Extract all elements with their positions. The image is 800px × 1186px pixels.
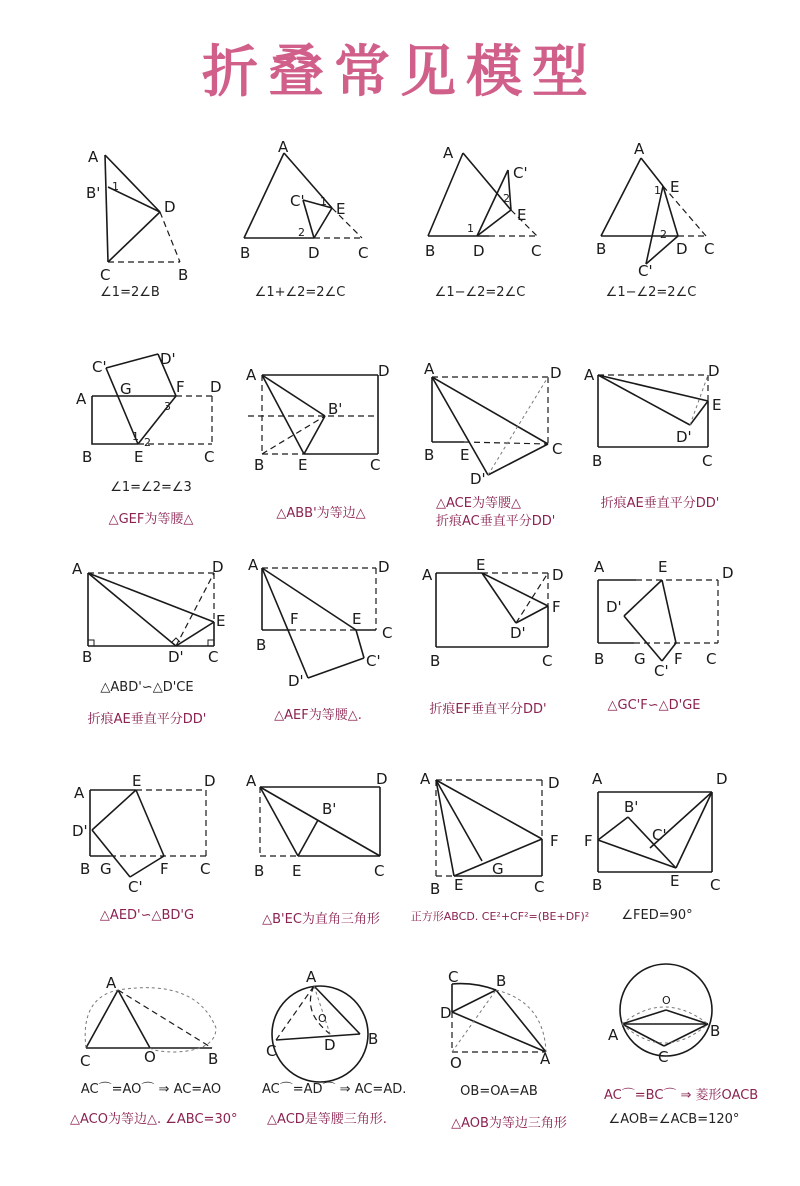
model-14 bbox=[246, 770, 426, 950]
caption: △AED'∽△BD'G bbox=[99, 908, 195, 923]
svg-text:B: B bbox=[256, 636, 267, 654]
svg-text:C: C bbox=[370, 456, 381, 474]
svg-text:E: E bbox=[476, 556, 486, 574]
svg-text:A: A bbox=[74, 784, 85, 802]
svg-text:D': D' bbox=[606, 598, 622, 616]
svg-text:C: C bbox=[704, 240, 715, 258]
caption: 折痕AC垂直平分DD' bbox=[436, 514, 556, 529]
svg-text:O: O bbox=[662, 994, 671, 1007]
caption: AC⌒=BC⌒ ⇒ 菱形OACB bbox=[604, 1088, 759, 1103]
svg-text:D: D bbox=[212, 558, 224, 576]
svg-text:C: C bbox=[552, 440, 563, 458]
svg-text:C: C bbox=[200, 860, 211, 878]
diagram-10 bbox=[248, 556, 428, 690]
diagram-3 bbox=[425, 140, 605, 270]
model-7 bbox=[424, 362, 604, 542]
svg-text:C': C' bbox=[290, 192, 305, 210]
svg-text:A: A bbox=[246, 366, 257, 384]
svg-text:D': D' bbox=[288, 672, 304, 690]
svg-text:D': D' bbox=[470, 470, 486, 488]
svg-text:B: B bbox=[254, 456, 265, 474]
svg-text:A: A bbox=[443, 144, 454, 162]
svg-text:E: E bbox=[216, 612, 226, 630]
svg-text:E: E bbox=[454, 876, 464, 894]
svg-text:C': C' bbox=[366, 652, 381, 670]
diagram-18 bbox=[262, 968, 442, 1082]
caption: △ABD'∽△D'CE bbox=[100, 680, 194, 695]
svg-text:D: D bbox=[164, 198, 176, 216]
model-6 bbox=[246, 362, 426, 542]
svg-text:C: C bbox=[358, 244, 369, 262]
svg-text:A: A bbox=[248, 556, 259, 574]
model-10 bbox=[248, 558, 428, 738]
svg-text:B: B bbox=[80, 860, 91, 878]
caption: 折痕AE垂直平分DD' bbox=[87, 712, 207, 727]
caption: △ACE为等腰△ bbox=[436, 496, 521, 511]
svg-text:1: 1 bbox=[112, 180, 119, 193]
caption: △AEF为等腰△. bbox=[274, 708, 362, 723]
svg-text:C: C bbox=[448, 968, 459, 986]
model-11 bbox=[418, 558, 598, 738]
svg-text:C': C' bbox=[654, 662, 669, 680]
caption: OB=OA=AB bbox=[460, 1084, 538, 1099]
caption: △ABB'为等边△ bbox=[276, 506, 366, 521]
diagram-7 bbox=[424, 360, 604, 488]
svg-text:C: C bbox=[531, 242, 542, 260]
diagram-12 bbox=[594, 558, 774, 678]
svg-text:A: A bbox=[106, 974, 117, 992]
svg-text:B: B bbox=[592, 876, 603, 894]
svg-text:D: D bbox=[676, 240, 688, 258]
model-2 bbox=[240, 140, 420, 320]
svg-text:D: D bbox=[324, 1036, 336, 1054]
caption: △GEF为等腰△ bbox=[108, 512, 194, 527]
svg-text:C: C bbox=[382, 624, 393, 642]
svg-text:C: C bbox=[100, 266, 111, 284]
svg-text:A: A bbox=[424, 360, 435, 378]
svg-text:E: E bbox=[352, 610, 362, 628]
svg-text:B: B bbox=[430, 880, 441, 898]
svg-text:1: 1 bbox=[132, 430, 139, 443]
svg-text:D: D bbox=[376, 770, 388, 788]
svg-text:B': B' bbox=[624, 798, 639, 816]
svg-text:B: B bbox=[496, 972, 507, 990]
svg-text:A: A bbox=[422, 566, 433, 584]
model-16 bbox=[584, 770, 772, 950]
page-title: 折叠常见模型 bbox=[202, 40, 598, 105]
svg-text:D': D' bbox=[168, 648, 184, 666]
svg-text:E: E bbox=[712, 396, 722, 414]
caption: △GC'F∽△D'GE bbox=[607, 698, 701, 713]
svg-text:B: B bbox=[594, 650, 605, 668]
diagram-19 bbox=[440, 968, 624, 1082]
svg-text:A: A bbox=[608, 1026, 619, 1044]
caption: 折痕EF垂直平分DD' bbox=[429, 702, 547, 717]
caption: ∠1=2∠B bbox=[100, 285, 160, 300]
svg-text:A: A bbox=[584, 366, 595, 384]
svg-text:D: D bbox=[378, 558, 390, 576]
svg-text:G: G bbox=[492, 860, 504, 878]
svg-text:F: F bbox=[552, 598, 561, 616]
svg-text:B: B bbox=[424, 446, 435, 464]
svg-text:C: C bbox=[266, 1042, 277, 1060]
diagram-11 bbox=[418, 558, 598, 678]
model-20 bbox=[604, 972, 784, 1152]
diagram-4 bbox=[596, 140, 776, 280]
svg-text:2: 2 bbox=[503, 192, 510, 205]
diagram-15 bbox=[420, 770, 600, 898]
diagram-16 bbox=[584, 770, 772, 894]
svg-text:D: D bbox=[210, 378, 222, 396]
diagram-14 bbox=[246, 770, 426, 890]
svg-text:C: C bbox=[542, 652, 553, 670]
svg-text:A: A bbox=[592, 770, 603, 788]
svg-text:E: E bbox=[460, 446, 470, 464]
model-5 bbox=[76, 352, 256, 532]
diagram-17 bbox=[76, 974, 256, 1078]
svg-text:C': C' bbox=[128, 878, 143, 896]
svg-text:A: A bbox=[246, 772, 257, 790]
caption: ∠AOB=∠ACB=120° bbox=[608, 1112, 740, 1127]
svg-text:2: 2 bbox=[660, 228, 667, 241]
model-3 bbox=[425, 140, 605, 320]
model-4 bbox=[596, 140, 776, 320]
model-13 bbox=[72, 770, 252, 950]
svg-text:D': D' bbox=[676, 428, 692, 446]
svg-text:B: B bbox=[254, 862, 265, 880]
svg-text:E: E bbox=[134, 448, 144, 466]
svg-text:B: B bbox=[596, 240, 607, 258]
svg-text:F: F bbox=[584, 832, 593, 850]
svg-text:O: O bbox=[450, 1054, 462, 1072]
model-8 bbox=[584, 362, 770, 542]
svg-text:D: D bbox=[552, 566, 564, 584]
svg-text:C': C' bbox=[92, 358, 107, 376]
caption: ∠1=∠2=∠3 bbox=[110, 480, 192, 495]
svg-text:2: 2 bbox=[144, 436, 151, 449]
svg-text:B': B' bbox=[322, 800, 337, 818]
svg-text:C: C bbox=[706, 650, 717, 668]
svg-text:F: F bbox=[674, 650, 683, 668]
svg-text:A: A bbox=[278, 138, 289, 156]
diagram-1 bbox=[80, 140, 260, 284]
diagram-6 bbox=[246, 362, 426, 472]
svg-text:B: B bbox=[240, 244, 251, 262]
model-17 bbox=[70, 974, 256, 1158]
caption: ∠1−∠2=2∠C bbox=[605, 285, 697, 300]
svg-text:C': C' bbox=[638, 262, 653, 280]
svg-text:D: D bbox=[378, 362, 390, 380]
svg-text:F: F bbox=[176, 378, 185, 396]
model-15 bbox=[410, 770, 603, 950]
svg-text:B: B bbox=[178, 266, 189, 284]
svg-text:G: G bbox=[120, 380, 132, 398]
svg-text:C: C bbox=[208, 648, 219, 666]
svg-text:D: D bbox=[550, 364, 562, 382]
caption: △ACO为等边△. ∠ABC=30° bbox=[70, 1112, 238, 1127]
diagram-8 bbox=[584, 362, 770, 472]
svg-text:D: D bbox=[440, 1004, 452, 1022]
svg-text:D: D bbox=[548, 774, 560, 792]
svg-text:A: A bbox=[420, 770, 431, 788]
svg-text:A: A bbox=[72, 560, 83, 578]
svg-text:D: D bbox=[473, 242, 485, 260]
svg-text:B: B bbox=[368, 1030, 379, 1048]
diagram-2 bbox=[240, 140, 420, 270]
model-1 bbox=[80, 140, 260, 320]
svg-text:F: F bbox=[160, 860, 169, 878]
diagram-9 bbox=[72, 558, 252, 668]
caption: △AOB为等边三角形 bbox=[451, 1116, 567, 1131]
svg-text:C': C' bbox=[652, 826, 667, 844]
svg-text:B': B' bbox=[86, 184, 101, 202]
svg-text:C: C bbox=[702, 452, 713, 470]
model-12 bbox=[594, 558, 774, 738]
svg-text:D': D' bbox=[160, 350, 176, 368]
caption: 正方形ABCD. CE²+CF²=(BE+DF)² bbox=[410, 910, 590, 923]
diagram-20 bbox=[604, 972, 784, 1082]
svg-text:B: B bbox=[82, 448, 93, 466]
svg-text:A: A bbox=[594, 558, 605, 576]
caption: AC⌒=AO⌒ ⇒ AC=AO bbox=[80, 1082, 222, 1097]
model-18 bbox=[262, 968, 442, 1152]
svg-text:E: E bbox=[670, 872, 680, 890]
svg-text:C: C bbox=[374, 862, 385, 880]
svg-text:B: B bbox=[425, 242, 436, 260]
svg-text:3: 3 bbox=[164, 400, 171, 413]
model-19 bbox=[440, 968, 624, 1152]
svg-text:D: D bbox=[204, 772, 216, 790]
svg-text:B': B' bbox=[328, 400, 343, 418]
svg-text:A: A bbox=[76, 390, 87, 408]
svg-text:C: C bbox=[80, 1052, 91, 1070]
caption: △B'EC为直角三角形 bbox=[262, 912, 380, 927]
svg-text:D: D bbox=[308, 244, 320, 262]
svg-text:O: O bbox=[144, 1048, 156, 1066]
svg-text:E: E bbox=[336, 200, 346, 218]
svg-text:G: G bbox=[100, 860, 112, 878]
svg-text:D': D' bbox=[72, 822, 88, 840]
svg-text:E: E bbox=[670, 178, 680, 196]
svg-text:A: A bbox=[540, 1050, 551, 1068]
svg-text:E: E bbox=[298, 456, 308, 474]
svg-text:D: D bbox=[708, 362, 720, 380]
svg-text:G: G bbox=[634, 650, 646, 668]
svg-text:B: B bbox=[208, 1050, 219, 1068]
svg-text:B: B bbox=[710, 1022, 721, 1040]
caption: △ACD是等腰三角形. bbox=[267, 1112, 387, 1127]
svg-text:D': D' bbox=[510, 624, 526, 642]
svg-text:2: 2 bbox=[298, 226, 305, 239]
diagram-13 bbox=[72, 770, 252, 896]
svg-text:F: F bbox=[290, 610, 299, 628]
svg-text:D: D bbox=[716, 770, 728, 788]
svg-text:E: E bbox=[658, 558, 668, 576]
svg-text:A: A bbox=[88, 148, 99, 166]
caption: ∠FED=90° bbox=[621, 908, 693, 923]
diagram-5 bbox=[76, 352, 256, 472]
svg-text:1: 1 bbox=[320, 195, 327, 208]
svg-text:1: 1 bbox=[467, 222, 474, 235]
svg-text:B: B bbox=[430, 652, 441, 670]
svg-text:E: E bbox=[517, 206, 527, 224]
svg-text:C': C' bbox=[513, 164, 528, 182]
caption: 折痕AE垂直平分DD' bbox=[600, 496, 720, 511]
svg-text:1: 1 bbox=[654, 184, 661, 197]
svg-text:C: C bbox=[658, 1048, 669, 1066]
model-9 bbox=[72, 558, 252, 738]
svg-text:C: C bbox=[204, 448, 215, 466]
svg-text:F: F bbox=[550, 832, 559, 850]
svg-text:B: B bbox=[592, 452, 603, 470]
svg-text:A: A bbox=[634, 140, 645, 158]
caption: ∠1−∠2=2∠C bbox=[434, 285, 526, 300]
caption: ∠1+∠2=2∠C bbox=[254, 285, 346, 300]
svg-text:B: B bbox=[82, 648, 93, 666]
svg-text:C: C bbox=[534, 878, 545, 896]
svg-text:E: E bbox=[132, 772, 142, 790]
svg-text:E: E bbox=[292, 862, 302, 880]
svg-text:O: O bbox=[318, 1012, 327, 1025]
caption: AC⌒=AD⌒ ⇒ AC=AD. bbox=[262, 1082, 407, 1097]
svg-text:C: C bbox=[710, 876, 721, 894]
svg-text:A: A bbox=[306, 968, 317, 986]
svg-text:D: D bbox=[722, 564, 734, 582]
